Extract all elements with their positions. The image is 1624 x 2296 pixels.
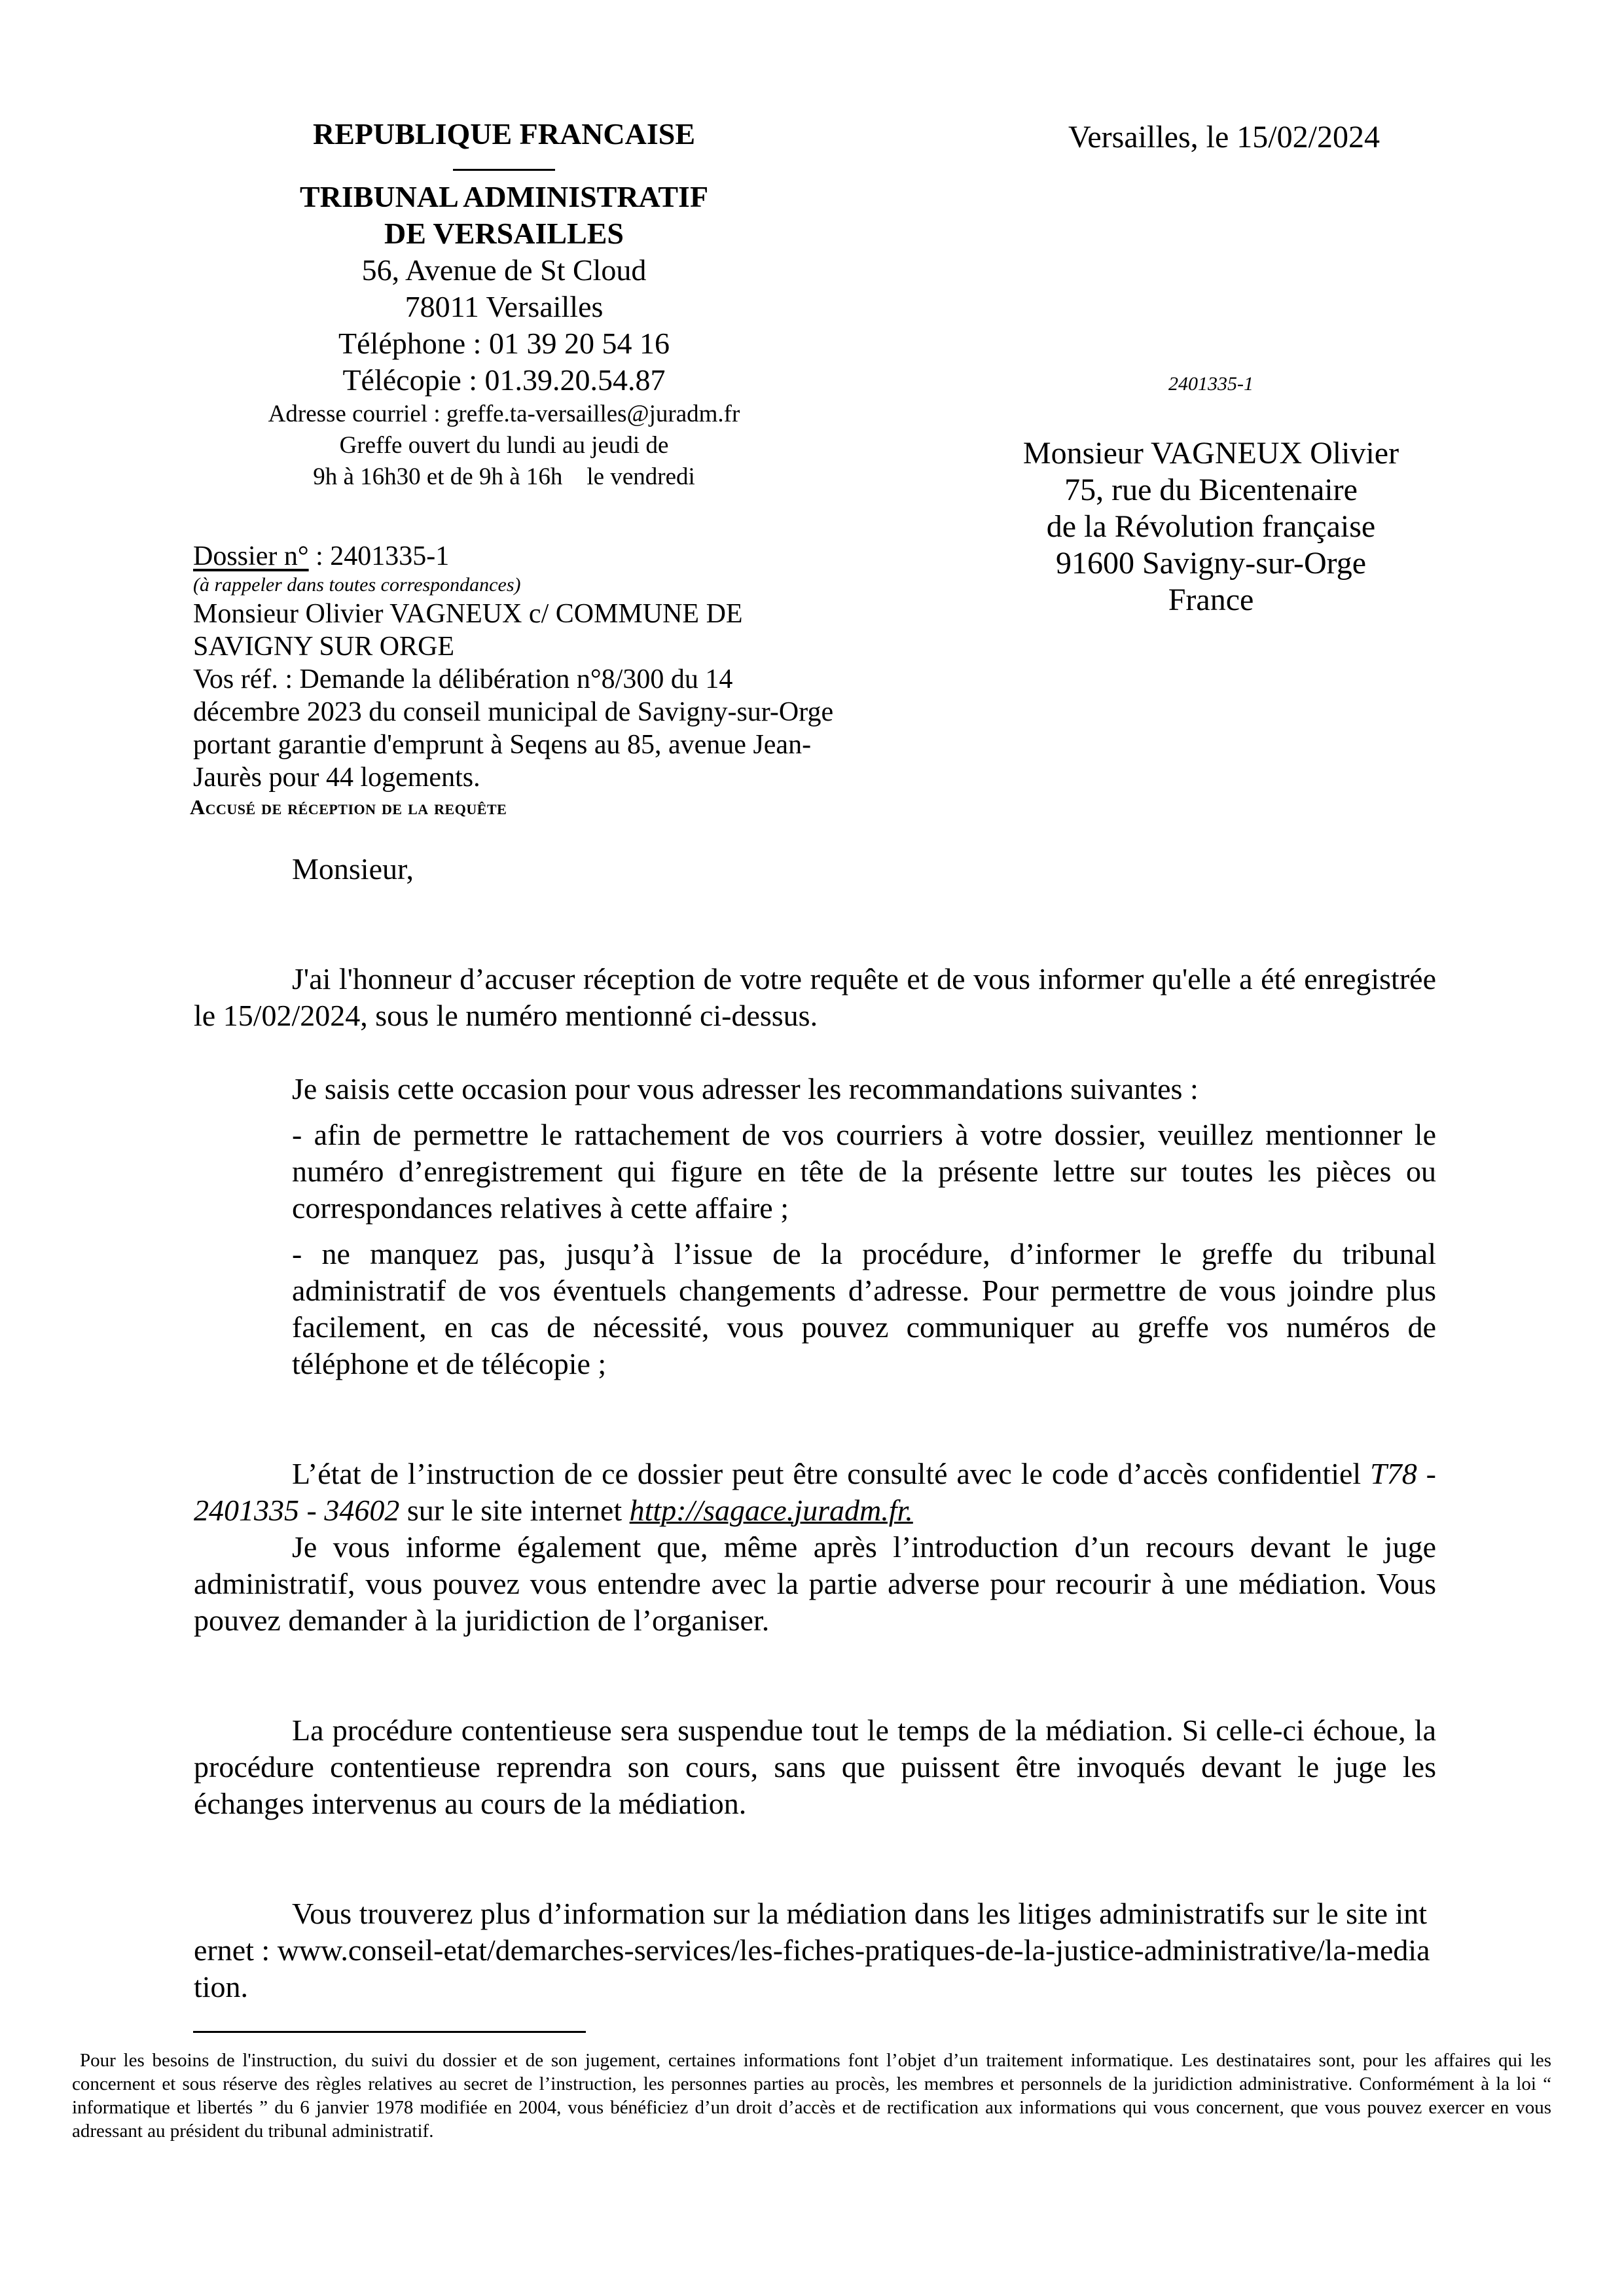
recipient-city: 91600 Savigny-sur-Orge — [1055, 546, 1367, 581]
header-separator — [453, 169, 555, 171]
court-header — [190, 111, 818, 493]
court-address-line2: 78011 Versailles — [405, 290, 604, 323]
recommendation-item-2: - ne manquez pas, jusqu’à l’issue de la procédure, d’informer le greffe du tribunal administratif de vos éventuels changements d’adresse. Pour permettre de vous joindre plus facilement, en cas de nécessité, vous pouvez communiquer au greffe vos numéros de téléphone et de télécopie ; — [292, 1237, 1436, 1380]
access-code-middle: sur le site internet — [399, 1494, 630, 1527]
reference-number-small: 2401335-1 — [1168, 373, 1254, 395]
letter-date: Versailles, le 15/02/2024 — [1068, 120, 1380, 154]
dossier-parties: Monsieur Olivier VAGNEUX c/ COMMUNE DE SAVIGNY SUR ORGE — [193, 599, 743, 662]
dossier-block — [193, 540, 835, 794]
paragraph-procedure-suspended: La procédure contentieuse sera suspendue tout le temps de la médiation. Si celle-ci échoue, la procédure contentieuse reprendra son cours, sans que puissent être invoqués devant le juge les échanges intervenus au cours de la médiation. — [194, 1713, 1436, 1820]
recipient-street1: 75, rue du Bicentenaire — [1064, 473, 1358, 507]
footnote-separator — [193, 2031, 586, 2033]
recipient-street2: de la Révolution française — [1046, 509, 1376, 544]
acknowledgement-title: Accusé de réception de la requête — [190, 795, 507, 819]
court-hours-line2: 9h à 16h30 et de 9h à 16h le vendredi — [313, 463, 695, 490]
sagace-link[interactable]: http://sagace.juradm.fr. — [629, 1494, 913, 1527]
access-code: T78 - 2401335 - 34602 — [194, 1457, 1437, 1527]
dossier-vos-ref: Vos réf. : Demande la délibération n°8/300 du 14 décembre 2023 du conseil municipal de Savigny-sur-Orge portant garantie d'emprunt à Seqens au 85, avenue Jean-Jaurès pour 44 logements. — [193, 664, 834, 793]
salutation: Monsieur, — [292, 852, 414, 886]
paragraph-access-code — [194, 1456, 1436, 1529]
recipient-address — [949, 435, 1473, 619]
access-code-intro: L’état de l’instruction de ce dossier peut être consulté avec le code d’accès confidentiel — [292, 1457, 1371, 1490]
court-name-line1: TRIBUNAL ADMINISTRATIF — [299, 180, 709, 213]
court-address-line1: 56, Avenue de St Cloud — [361, 253, 647, 287]
dossier-number-line — [193, 540, 835, 573]
paragraph-acknowledgement: J'ai l'honneur d’accuser réception de votre requête et de vous informer qu'elle a été enregistrée le 15/02/2024, sous le numéro mentionné ci-dessus. — [194, 962, 1436, 1032]
dossier-note: (à rappeler dans toutes correspondances) — [193, 574, 521, 596]
footnote-privacy: Pour les besoins de l'instruction, du suivi du dossier et de son jugement, certaines informations font l’objet d’un traitement informatique. Les destinataires sont, pour les affaires qui les concernent et sous réserve des règles relatives au secret de l’instruction, les personnes parties au procès, les membres et personnels de la juridiction administrative. Conformément à la loi “ informatique et libertés ” du 6 janvier 1978 modifiée en 2004, vous bénéficiez d’un droit d’accès et de rectification aux informations qui vous concernent, que vous pouvez exercer en vous adressant au président du tribunal administratif. — [72, 2050, 1551, 2142]
paragraph-more-info: Vous trouverez plus d’information sur la médiation dans les litiges administratifs sur le site internet : www.conseil-etat/demarches-services/les-fiches-pratiques-de-la-justice-administrative/la-mediation. — [194, 1897, 1430, 2003]
court-name-line2: DE VERSAILLES — [384, 217, 624, 250]
recommendation-item-1: - afin de permettre le rattachement de vos courriers à votre dossier, veuillez mentionner le numéro d’enregistrement qui figure en tête de la présente lettre sur toutes les pièces ou correspondances relatives à cette affaire ; — [292, 1118, 1436, 1225]
dossier-label: Dossier n° — [193, 541, 309, 571]
court-email: Adresse courriel : greffe.ta-versailles@juradm.fr — [268, 401, 740, 427]
dossier-number: : 2401335-1 — [308, 541, 450, 571]
recipient-country: France — [1168, 583, 1254, 617]
court-fax: Télécopie : 01.39.20.54.87 — [342, 363, 666, 397]
recipient-name: Monsieur VAGNEUX Olivier — [1022, 436, 1399, 471]
letter-body — [194, 851, 1436, 2005]
court-hours-line1: Greffe ouvert du lundi au jeudi de — [339, 432, 669, 459]
recommendations-intro: Je saisis cette occasion pour vous adresser les recommandations suivantes : — [292, 1072, 1199, 1105]
court-phone: Téléphone : 01 39 20 54 16 — [338, 327, 670, 360]
paragraph-mediation: Je vous informe également que, même après l’introduction d’un recours devant le juge administratif, vous pouvez vous entendre avec la partie adverse pour recourir à une médiation. Vous pouvez demander à la juridiction de l’organiser. — [194, 1530, 1436, 1637]
republic-title: REPUBLIQUE FRANCAISE — [312, 117, 696, 151]
